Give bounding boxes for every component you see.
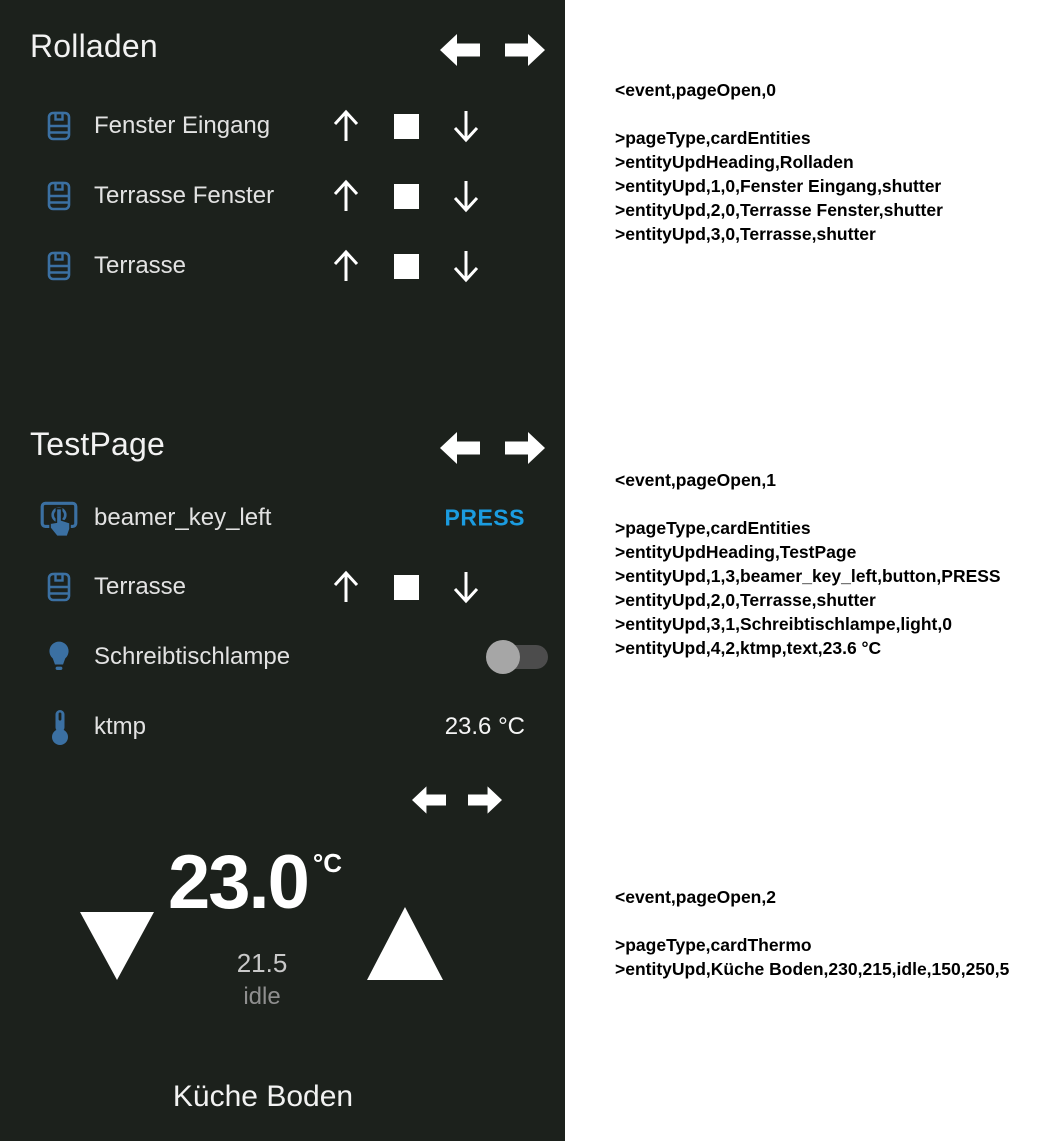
entity-label: Terrasse	[94, 573, 187, 600]
thermometer-icon	[38, 708, 80, 746]
log-block-page1	[615, 468, 1001, 660]
entity-label: Terrasse	[94, 252, 187, 279]
temperature-unit: °C	[312, 848, 343, 878]
arrow-right-icon	[505, 54, 545, 71]
command-line: >pageType,cardThermo	[615, 935, 812, 955]
page-title: TestPage	[30, 426, 166, 462]
entity-label: Schreibtischlampe	[94, 643, 291, 670]
entity-label: beamer_key_left	[94, 504, 272, 531]
shutter-down-button[interactable]	[448, 552, 484, 622]
command-lines	[615, 516, 1001, 660]
press-button[interactable]: PRESS	[444, 504, 525, 531]
arrow-left-icon	[440, 54, 480, 71]
event-line: <event,pageOpen,0	[615, 80, 776, 100]
next-page-button[interactable]	[505, 33, 545, 67]
shutter-stop-button[interactable]	[388, 161, 424, 231]
shutter-down-button[interactable]	[448, 231, 484, 301]
light-toggle[interactable]	[486, 640, 548, 674]
entity-row-ktmp	[0, 692, 565, 762]
command-lines	[615, 126, 943, 246]
shutter-up-button[interactable]	[328, 91, 364, 161]
target-temperature: 21.5	[236, 948, 288, 978]
command-line: >entityUpdHeading,Rolladen	[615, 152, 854, 172]
command-line: >entityUpd,1,3,beamer_key_left,button,PRESS	[615, 566, 1001, 586]
card-rolladen	[0, 0, 565, 410]
stop-square-icon	[394, 254, 419, 279]
event-line: <event,pageOpen,1	[615, 470, 776, 490]
current-temperature-value: 23.0	[167, 840, 308, 925]
hvac-state: idle	[243, 983, 281, 1010]
card-thermo	[0, 770, 565, 1141]
stop-square-icon	[394, 114, 419, 139]
command-line: >entityUpdHeading,TestPage	[615, 542, 857, 562]
stop-square-icon	[394, 575, 419, 600]
prev-page-button[interactable]	[440, 33, 480, 67]
prev-page-button[interactable]	[412, 785, 452, 819]
entity-row-terrasse	[0, 231, 565, 301]
command-line: >pageType,cardEntities	[615, 128, 811, 148]
entity-label: Fenster Eingang	[94, 112, 271, 139]
shutter-up-button[interactable]	[328, 161, 364, 231]
shutter-icon	[38, 111, 80, 141]
next-page-button[interactable]	[468, 785, 508, 819]
card-testpage	[0, 410, 565, 770]
entity-value: 23.6 °C	[444, 713, 525, 740]
command-line: >entityUpd,Küche Boden,230,215,idle,150,250,5	[615, 959, 1010, 979]
shutter-stop-button[interactable]	[388, 91, 424, 161]
shutter-icon	[38, 181, 80, 211]
command-line: >entityUpd,2,0,Terrasse,shutter	[615, 590, 876, 610]
entity-row-terrasse	[0, 552, 565, 622]
stop-square-icon	[394, 184, 419, 209]
command-line: >entityUpd,4,2,ktmp,text,23.6 °C	[615, 638, 882, 658]
arrow-right-icon	[468, 802, 502, 819]
entity-row-schreibtischlampe	[0, 622, 565, 692]
shutter-down-button[interactable]	[448, 91, 484, 161]
command-line: >entityUpd,3,1,Schreibtischlampe,light,0	[615, 614, 952, 634]
arrow-right-icon	[505, 452, 545, 469]
command-line: >entityUpd,3,0,Terrasse,shutter	[615, 224, 876, 244]
page-title: Rolladen	[30, 28, 158, 64]
arrow-left-icon	[440, 452, 480, 469]
prev-page-button[interactable]	[440, 431, 480, 465]
shutter-stop-button[interactable]	[388, 552, 424, 622]
command-line: >entityUpd,1,0,Fenster Eingang,shutter	[615, 176, 942, 196]
entity-row-beamer-key-left	[0, 483, 565, 553]
gesture-tap-button-icon	[38, 497, 80, 539]
uart-protocol-log	[565, 0, 1045, 1141]
shutter-icon	[38, 251, 80, 281]
shutter-icon	[38, 572, 80, 602]
shutter-stop-button[interactable]	[388, 231, 424, 301]
arrow-left-icon	[412, 802, 446, 819]
entity-row-fenster-eingang	[0, 91, 565, 161]
shutter-down-button[interactable]	[448, 161, 484, 231]
next-page-button[interactable]	[505, 431, 545, 465]
event-line: <event,pageOpen,2	[615, 887, 776, 907]
thermostat-name: Küche Boden	[172, 1080, 354, 1113]
shutter-up-button[interactable]	[328, 231, 364, 301]
toggle-knob	[486, 640, 520, 674]
lightbulb-icon	[38, 640, 80, 674]
command-line: >entityUpd,2,0,Terrasse Fenster,shutter	[615, 200, 943, 220]
command-line: >pageType,cardEntities	[615, 518, 811, 538]
command-lines	[615, 933, 1009, 981]
entity-row-terrasse-fenster	[0, 161, 565, 231]
entity-label: Terrasse Fenster	[94, 182, 275, 209]
shutter-up-button[interactable]	[328, 552, 364, 622]
log-block-page2	[615, 885, 1009, 981]
entity-label: ktmp	[94, 713, 147, 740]
log-block-page0	[615, 78, 943, 246]
